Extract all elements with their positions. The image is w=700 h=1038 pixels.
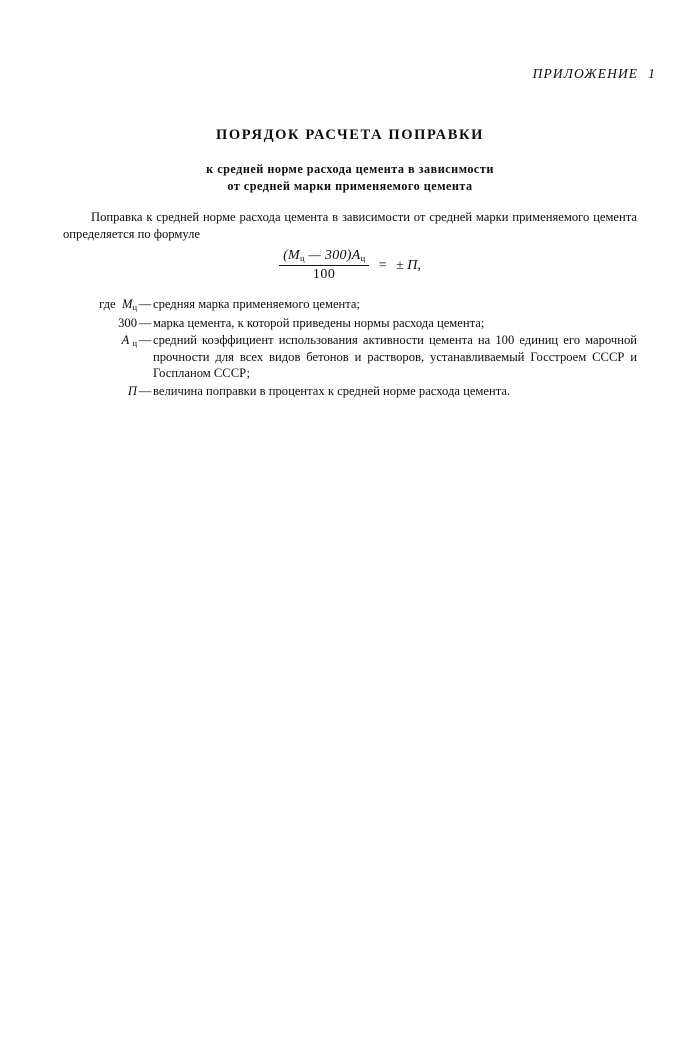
definition-dash: — (138, 297, 152, 311)
appendix-number: 1 (648, 66, 656, 81)
definition-text: величина поправки в процентах к средней норме расхода цемента. (153, 383, 511, 398)
appendix-label: ПРИЛОЖЕНИЕ (532, 66, 639, 81)
definition-symbol: 300 (118, 315, 137, 330)
list-item (63, 383, 637, 400)
definition-symbol-subscript: ц (132, 338, 137, 349)
definition-symbol: M (121, 297, 133, 311)
formula-result-symbol: П, (407, 257, 421, 273)
definition-lead-3 (63, 332, 137, 350)
numerator-m-subscript: ц (300, 253, 305, 263)
appendix-header (533, 66, 656, 82)
definition-text: средний коэффициент использования активности цемента на 100 единиц его марочной прочности для всех видов бетонов и растворов, устанавливаемый Госстроем СССР и Госпланом СССР; (153, 333, 637, 381)
list-item (63, 296, 637, 314)
definition-text: средняя марка применяемого цемента; (153, 297, 361, 311)
page-subtitle (0, 161, 700, 195)
numerator-minus-term: — 300) (304, 248, 352, 263)
formula-fraction (279, 248, 369, 283)
page-subtitle-line-1: к средней норме расхода цемента в зависимости (206, 162, 494, 176)
intro-text: Поправка к средней норме расхода цемента в зависимости от средней марки применяемого цемента определяется по формуле (63, 210, 637, 241)
where-label: где (99, 297, 116, 311)
formula-result (396, 258, 421, 274)
formula-block (0, 248, 700, 283)
numerator-a-subscript: ц (360, 253, 366, 263)
list-item (63, 332, 637, 382)
definition-symbol: A (121, 333, 130, 348)
numerator-open-paren: ( (283, 248, 289, 263)
definition-list (63, 296, 637, 401)
definition-dash: — (138, 333, 152, 348)
definition-text: марка цемента, к которой приведены нормы расхода цемента; (153, 315, 485, 330)
definition-symbol-subscript: ц (132, 302, 137, 312)
list-item (63, 315, 637, 332)
definition-lead-2 (63, 315, 137, 332)
definition-dash: — (138, 383, 152, 398)
intro-paragraph (63, 209, 637, 242)
definition-dash: — (138, 315, 152, 330)
numerator-m: M (288, 248, 300, 263)
numerator-a: A (351, 248, 361, 263)
definition-lead-1 (63, 296, 137, 314)
formula-numerator (279, 248, 369, 266)
formula-equals-sign: = (378, 257, 387, 273)
formula-plus-minus-sign: ± (396, 257, 408, 273)
definition-lead-4 (63, 383, 137, 400)
page-title: ПОРЯДОК РАСЧЕТА ПОПРАВКИ (216, 127, 484, 143)
definition-symbol: П (127, 383, 137, 398)
formula-denominator: 100 (312, 267, 336, 282)
page-subtitle-line-2: от средней марки применяемого цемента (227, 179, 473, 193)
